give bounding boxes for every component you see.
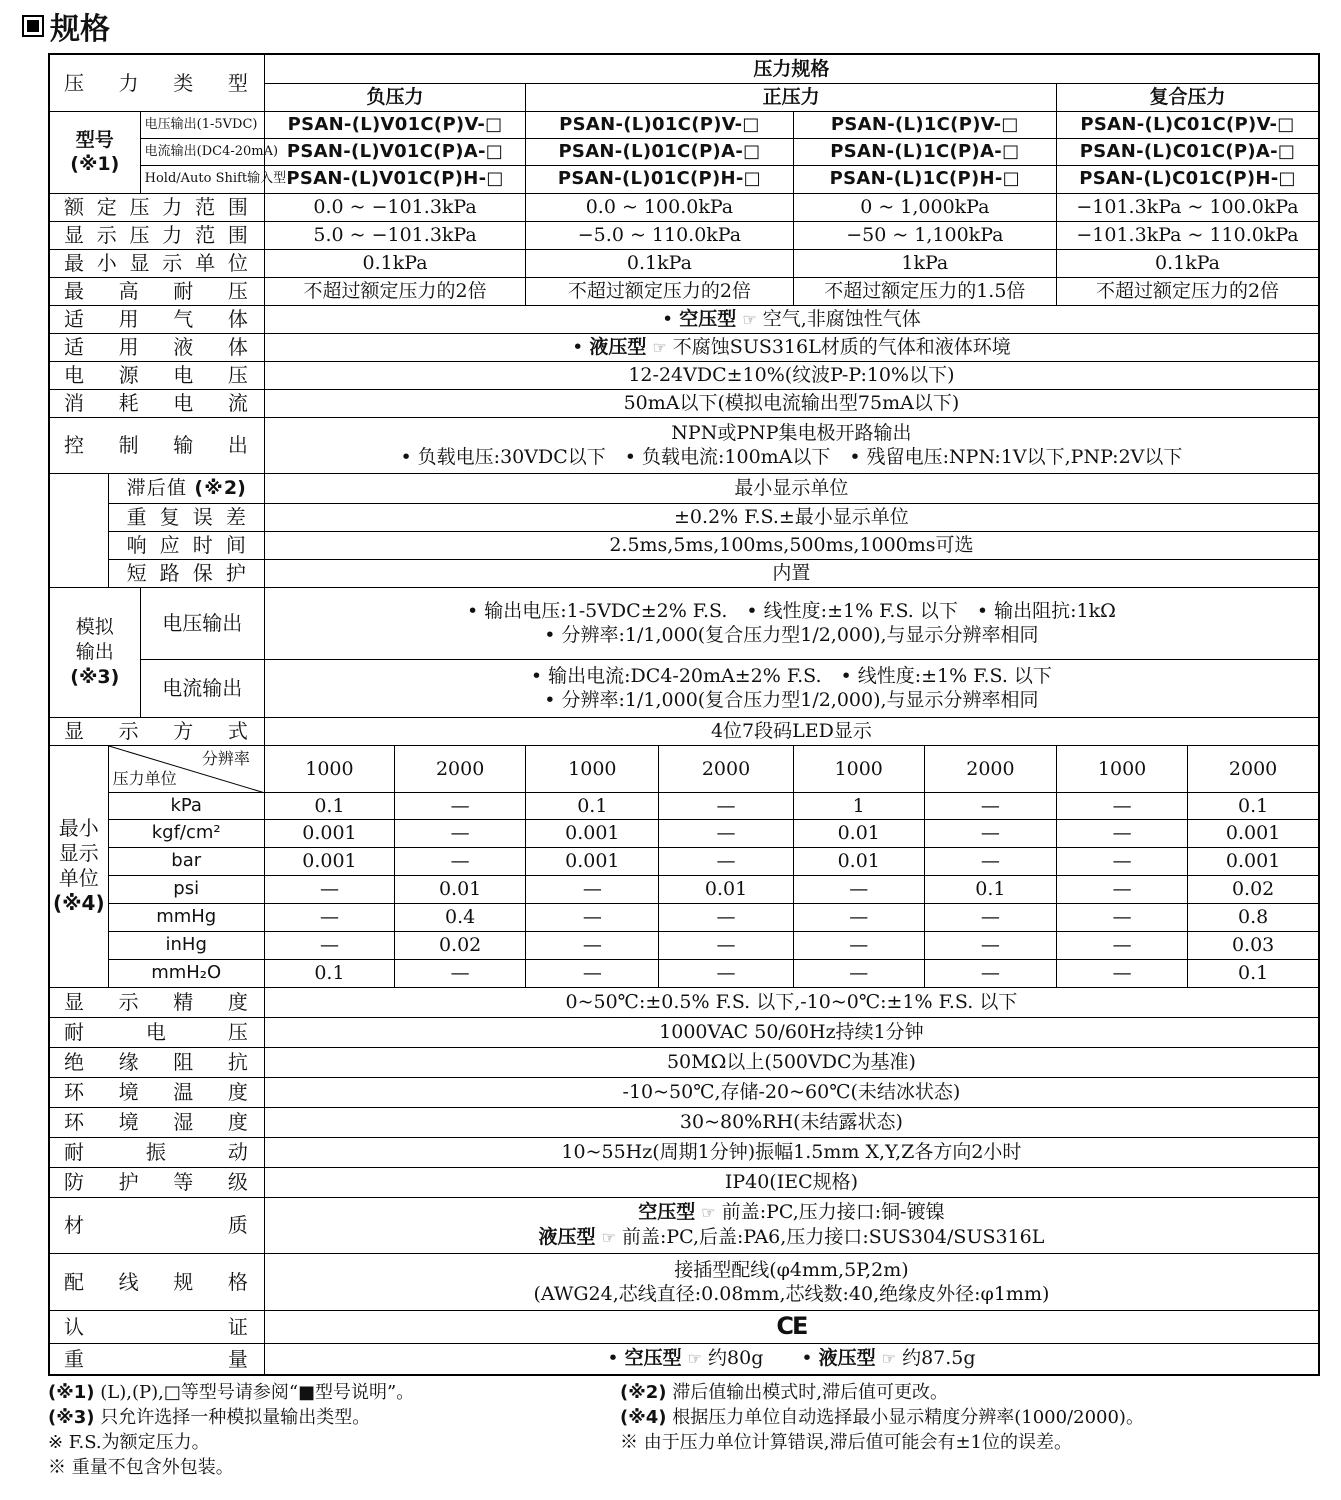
- unit-cell: —: [526, 931, 659, 959]
- unit-cell: 0.03: [1188, 931, 1319, 959]
- unit-cell: —: [793, 875, 924, 903]
- spec-value: 10~55Hz(周期1分钟)振幅1.5mm X,Y,Z各方向2小时: [264, 1137, 1319, 1167]
- unit-cell: 0.1: [264, 959, 394, 987]
- note-5: ※ F.S.为额定压力。: [48, 1432, 210, 1453]
- unit-row-inhg: [49, 931, 1319, 959]
- unit-cell: —: [526, 959, 659, 987]
- hand-pointer-icon: ☞: [701, 1203, 716, 1222]
- model-cell: PSAN-(L)01C(P)A-□: [526, 138, 793, 165]
- unit-cell: 0.02: [395, 931, 526, 959]
- repeat-error-label: 重复误差: [108, 503, 264, 531]
- unit-row-bar: [49, 847, 1319, 875]
- unit-label: kgf/cm²: [108, 819, 264, 847]
- model-cell: PSAN-(L)1C(P)V-□: [793, 111, 1056, 138]
- unit-cell: —: [1057, 875, 1188, 903]
- unit-cell: 0.001: [1188, 847, 1319, 875]
- spec-label: 防护等级: [49, 1167, 264, 1197]
- range-cell: −101.3kPa ~ 100.0kPa: [1057, 193, 1319, 221]
- current-value: 50mA以下(模拟电流输出型75mA以下): [264, 389, 1319, 417]
- unit-cell: —: [659, 792, 793, 819]
- resolution-cell: 1000: [1057, 745, 1188, 792]
- resolution-cell: 1000: [526, 745, 659, 792]
- model-cell: PSAN-(L)1C(P)A-□: [793, 138, 1056, 165]
- rated-range-label: 额定压力范围: [49, 193, 264, 221]
- unit-cell: —: [264, 931, 394, 959]
- unit-cell: —: [924, 847, 1056, 875]
- gas-label: 适用气体: [49, 305, 264, 333]
- weight-label: 重量: [49, 1343, 264, 1375]
- response-time-value: 2.5ms,5ms,100ms,500ms,1000ms可选: [264, 531, 1319, 559]
- unit-cell: —: [1057, 819, 1188, 847]
- unit-cell: 0.1: [1188, 959, 1319, 987]
- range-cell: 不超过额定压力的2倍: [264, 277, 525, 305]
- min-unit-label: 最小 显示 单位 (※4): [49, 745, 108, 987]
- spec-value: 1000VAC 50/60Hz持续1分钟: [264, 1017, 1319, 1047]
- control-output-label: 控制输出: [49, 417, 264, 473]
- model-cell: PSAN-(L)C01C(P)A-□: [1057, 138, 1319, 165]
- range-cell: 不超过额定压力的2倍: [526, 277, 793, 305]
- model-type-hold: Hold/Auto Shift输入型: [140, 165, 264, 193]
- hand-pointer-icon: ☞: [687, 1349, 702, 1369]
- unit-cell: —: [395, 959, 526, 987]
- unit-cell: 0.02: [1188, 875, 1319, 903]
- liquid-label: 适用液体: [49, 333, 264, 361]
- note-1: (※1) (L),(P),□等型号请参阅“■型号说明”。: [48, 1382, 415, 1403]
- spec-label: 耐电压: [49, 1017, 264, 1047]
- weight-value: • 空压型 ☞ 约80g • 液压型 ☞ 约87.5g: [264, 1343, 1319, 1375]
- spec-value: 0~50℃:±0.5% F.S. 以下,-10~0℃:±1% F.S. 以下: [264, 987, 1319, 1017]
- response-time-label: 响应时间: [108, 531, 264, 559]
- unit-cell: —: [1057, 931, 1188, 959]
- unit-cell: 0.1: [924, 875, 1056, 903]
- power-label: 电源电压: [49, 361, 264, 389]
- group-positive: 正压力: [526, 83, 1057, 111]
- model-cell: PSAN-(L)C01C(P)V-□: [1057, 111, 1319, 138]
- unit-label: bar: [108, 847, 264, 875]
- resolution-cell: 2000: [395, 745, 526, 792]
- current-output-label: 电流输出: [140, 659, 264, 717]
- unit-row-psi: [49, 875, 1319, 903]
- current-output-value: • 输出电流:DC4-20mA±2% F.S. • 线性度:±1% F.S. 以下 • 分辨率:1/1,000(复合压力型1/2,000),与显示分辨率相同: [264, 659, 1319, 717]
- model-cell: PSAN-(L)V01C(P)A-□: [264, 138, 525, 165]
- model-cell: PSAN-(L)01C(P)H-□: [526, 165, 793, 193]
- unit-label: inHg: [108, 931, 264, 959]
- unit-cell: 0.01: [793, 819, 924, 847]
- unit-row-mmhg: [49, 903, 1319, 931]
- voltage-output-value: • 输出电压:1-5VDC±2% F.S. • 线性度:±1% F.S. 以下 • 输出阻抗:1kΩ • 分辨率:1/1,000(复合压力型1/2,000),与显示分辨率相同: [264, 587, 1319, 659]
- spec-label: 环境温度: [49, 1077, 264, 1107]
- unit-cell: —: [659, 931, 793, 959]
- model-cell: PSAN-(L)C01C(P)H-□: [1057, 165, 1319, 193]
- range-cell: 0.0 ~ 100.0kPa: [526, 193, 793, 221]
- unit-cell: 0.001: [264, 847, 394, 875]
- pressure-spec-header: 压力规格: [264, 54, 1319, 83]
- resolution-cell: 1000: [793, 745, 924, 792]
- unit-cell: —: [395, 792, 526, 819]
- unit-label: mmH₂O: [108, 959, 264, 987]
- range-cell: 不超过额定压力的2倍: [1057, 277, 1319, 305]
- spec-label: 绝缘阻抗: [49, 1047, 264, 1077]
- unit-cell: 0.001: [526, 819, 659, 847]
- model-cell: PSAN-(L)01C(P)V-□: [526, 111, 793, 138]
- model-label: 型号 (※1): [49, 111, 140, 193]
- unit-cell: —: [1057, 903, 1188, 931]
- range-cell: 5.0 ~ −101.3kPa: [264, 221, 525, 249]
- hand-pointer-icon: ☞: [881, 1349, 897, 1369]
- unit-cell: 0.1: [264, 792, 394, 819]
- range-cell: 0.1kPa: [526, 249, 793, 277]
- unit-cell: 0.001: [526, 847, 659, 875]
- range-cell: −5.0 ~ 110.0kPa: [526, 221, 793, 249]
- unit-cell: —: [924, 931, 1056, 959]
- unit-cell: 0.4: [395, 903, 526, 931]
- unit-cell: —: [659, 819, 793, 847]
- pressure-type-label: 压力类型: [49, 54, 264, 111]
- unit-cell: —: [395, 847, 526, 875]
- unit-cell: 0.01: [793, 847, 924, 875]
- display-mode-value: 4位7段码LED显示: [264, 717, 1319, 745]
- corner-unit: 压力单位: [112, 768, 177, 788]
- range-cell: 1kPa: [793, 249, 1056, 277]
- unit-cell: —: [659, 903, 793, 931]
- unit-cell: —: [924, 959, 1056, 987]
- spec-label: 显示精度: [49, 987, 264, 1017]
- model-cell: PSAN-(L)V01C(P)V-□: [264, 111, 525, 138]
- model-type-current: 电流输出(DC4-20mA): [140, 138, 264, 165]
- spec-label: 环境湿度: [49, 1107, 264, 1137]
- analog-output-label: 模拟 输出 (※3): [49, 587, 140, 717]
- current-label: 消耗电流: [49, 389, 264, 417]
- material-value: 空压型 ☞ 前盖:PC,压力接口:铜-镀镍 液压型 ☞ 前盖:PC,后盖:PA6,压力接口:SUS304/SUS316L: [264, 1197, 1319, 1253]
- spec-table: [48, 53, 1320, 1376]
- note-2: (※2) 滞后值输出模式时,滞后值可更改。: [620, 1382, 948, 1403]
- resolution-cell: 2000: [924, 745, 1056, 792]
- unit-label: mmHg: [108, 903, 264, 931]
- short-protect-value: 内置: [264, 559, 1319, 587]
- control-indent: [49, 473, 108, 587]
- resolution-cell: 2000: [659, 745, 793, 792]
- note-3: (※3) 只允许选择一种模拟量输出类型。: [48, 1407, 371, 1428]
- range-cell: 0.1kPa: [264, 249, 525, 277]
- unit-cell: —: [264, 903, 394, 931]
- corner-resolution: 分辨率: [201, 748, 250, 768]
- hand-pointer-icon: ☞: [742, 309, 757, 329]
- control-output-value: NPN或PNP集电极开路输出 • 负载电压:30VDC以下 • 负载电流:100mA以下 • 残留电压:NPN:1V以下,PNP:2V以下: [264, 417, 1319, 473]
- display-mode-label: 显示方式: [49, 717, 264, 745]
- unit-row-kgf: [49, 819, 1319, 847]
- unit-cell: —: [793, 903, 924, 931]
- max-pressure-label: 最高耐压: [49, 277, 264, 305]
- note-6: ※ 由于压力单位计算错误,滞后值可能会有±1位的误差。: [620, 1432, 1072, 1453]
- range-cell: −101.3kPa ~ 110.0kPa: [1057, 221, 1319, 249]
- page-title: [22, 8, 110, 47]
- unit-label: kPa: [108, 792, 264, 819]
- model-cell: PSAN-(L)V01C(P)H-□: [264, 165, 525, 193]
- unit-cell: 1: [793, 792, 924, 819]
- unit-cell: —: [924, 819, 1056, 847]
- display-range-label: 显示压力范围: [49, 221, 264, 249]
- range-cell: −50 ~ 1,100kPa: [793, 221, 1056, 249]
- cert-label: 认证: [49, 1310, 264, 1343]
- spec-label: 耐振动: [49, 1137, 264, 1167]
- spec-value: 50MΩ以上(500VDC为基准): [264, 1047, 1319, 1077]
- spec-value: IP40(IEC规格): [264, 1167, 1319, 1197]
- range-cell: 不超过额定压力的1.5倍: [793, 277, 1056, 305]
- range-cell: 0.0 ~ −101.3kPa: [264, 193, 525, 221]
- title-text: 规格: [50, 12, 110, 47]
- group-compound: 复合压力: [1057, 83, 1319, 111]
- unit-cell: 0.8: [1188, 903, 1319, 931]
- group-negative: 负压力: [264, 83, 525, 111]
- note-4: (※4) 根据压力单位自动选择最小显示精度分辨率(1000/2000)。: [620, 1407, 1144, 1428]
- model-type-voltage: 电压输出(1-5VDC): [140, 111, 264, 138]
- wiring-label: 配线规格: [49, 1253, 264, 1310]
- square-marker-icon: [22, 15, 44, 37]
- unit-cell: —: [793, 959, 924, 987]
- resolution-cell: 2000: [1188, 745, 1319, 792]
- unit-cell: 0.01: [659, 875, 793, 903]
- unit-cell: —: [264, 875, 394, 903]
- unit-cell: —: [1057, 847, 1188, 875]
- unit-cell: 0.01: [395, 875, 526, 903]
- resolution-cell: 1000: [264, 745, 394, 792]
- unit-cell: 0.001: [1188, 819, 1319, 847]
- hysteresis-label: 滞后值 (※2): [108, 473, 264, 503]
- spec-value: -10~50℃,存储-20~60℃(未结冰状态): [264, 1077, 1319, 1107]
- unit-row-mmh2o: [49, 959, 1319, 987]
- repeat-error-value: ±0.2% F.S.±最小显示单位: [264, 503, 1319, 531]
- model-cell: PSAN-(L)1C(P)H-□: [793, 165, 1056, 193]
- short-protect-label: 短路保护: [108, 559, 264, 587]
- unit-cell: —: [659, 847, 793, 875]
- unit-cell: —: [1057, 792, 1188, 819]
- min-display-unit-label: 最小显示单位: [49, 249, 264, 277]
- unit-cell: —: [526, 875, 659, 903]
- footnotes: [48, 1380, 1320, 1480]
- unit-cell: —: [793, 931, 924, 959]
- resolution-unit-corner: [108, 745, 264, 792]
- note-7: ※ 重量不包含外包装。: [48, 1457, 234, 1478]
- unit-cell: —: [526, 903, 659, 931]
- material-label: 材质: [49, 1197, 264, 1253]
- ce-mark-icon: CE: [264, 1310, 1319, 1343]
- gas-value: • 空压型 ☞ 空气,非腐蚀性气体: [264, 305, 1319, 333]
- power-value: 12-24VDC±10%(纹波P-P:10%以下): [264, 361, 1319, 389]
- hand-pointer-icon: ☞: [652, 337, 667, 357]
- range-cell: 0.1kPa: [1057, 249, 1319, 277]
- unit-cell: 0.1: [1188, 792, 1319, 819]
- spec-value: 30~80%RH(未结露状态): [264, 1107, 1319, 1137]
- unit-cell: 0.001: [264, 819, 394, 847]
- unit-label: psi: [108, 875, 264, 903]
- unit-cell: —: [395, 819, 526, 847]
- unit-cell: —: [924, 903, 1056, 931]
- hysteresis-value: 最小显示单位: [264, 473, 1319, 503]
- hand-pointer-icon: ☞: [601, 1228, 616, 1247]
- liquid-value: • 液压型 ☞ 不腐蚀SUS316L材质的气体和液体环境: [264, 333, 1319, 361]
- unit-cell: —: [924, 792, 1056, 819]
- wiring-value: 接插型配线(φ4mm,5P,2m) (AWG24,芯线直径:0.08mm,芯线数:40,绝缘皮外径:φ1mm): [264, 1253, 1319, 1310]
- range-cell: 0 ~ 1,000kPa: [793, 193, 1056, 221]
- unit-cell: —: [1057, 959, 1188, 987]
- unit-row-kpa: [49, 792, 1319, 819]
- unit-cell: —: [659, 959, 793, 987]
- unit-cell: 0.1: [526, 792, 659, 819]
- voltage-output-label: 电压输出: [140, 587, 264, 659]
